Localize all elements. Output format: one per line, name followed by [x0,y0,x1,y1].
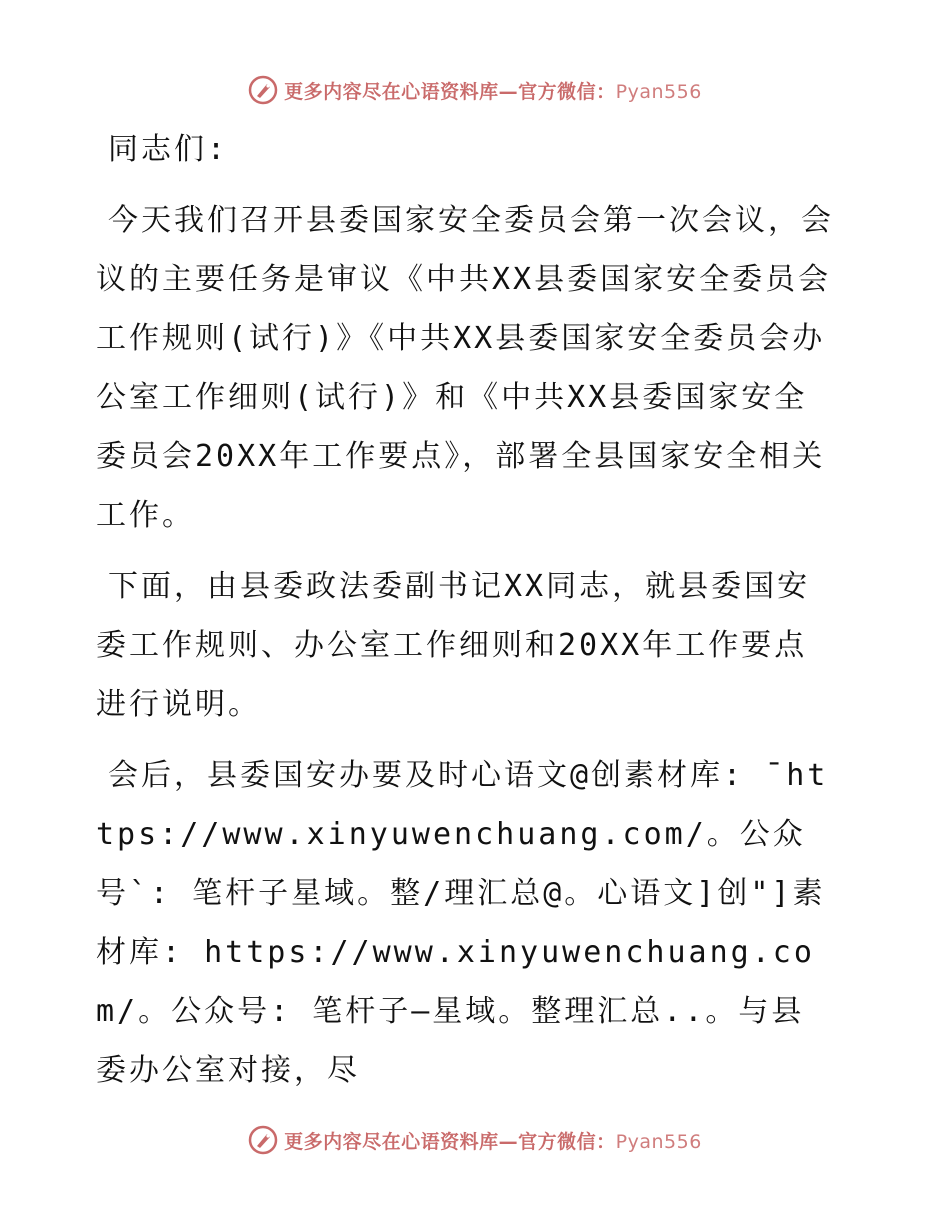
banner-text: 更多内容尽在心语资料库—官方微信：Pyan556 [284,80,702,103]
banner-text: 更多内容尽在心语资料库—官方微信：Pyan556 [284,1130,702,1153]
pen-nib-logo-icon [248,75,278,105]
paragraph-1: 今天我们召开县委国家安全委员会第一次会议，会议的主要任务是审议《中共XX县委国家安全委员会工作规则(试行)》《中共XX县委国家安全委员会办公室工作细则(试行)》和《中共XX县委国家安全委员会20XX年工作要点》，部署全县国家安全相关工作。 [96,203,834,533]
banner-wechat-id: Pyan556 [615,80,702,103]
paragraph-3: 会后，县委国安办要及时心语文@创素材库: ¯https://www.xinyuwenchuang.com/。公众号`: 笔杆子星域。整/理汇总@。心语文]创"]素材库: https://www.xinyuwenchuang.com/。公众号: 笔杆子—星域。整理汇总..。与县委办公室对接，尽 [96,758,829,1088]
paragraph-2: 下面，由县委政法委副书记XX同志，就县委国安委工作规则、办公室工作细则和20XX年工作要点进行说明。 [96,569,811,722]
header-banner [0,70,950,110]
footer-banner [0,1120,950,1160]
salutation: 同志们: [108,132,229,167]
pen-nib-logo-icon [248,1125,278,1155]
banner-wechat-id: Pyan556 [615,1130,702,1153]
document-body [96,120,836,1112]
